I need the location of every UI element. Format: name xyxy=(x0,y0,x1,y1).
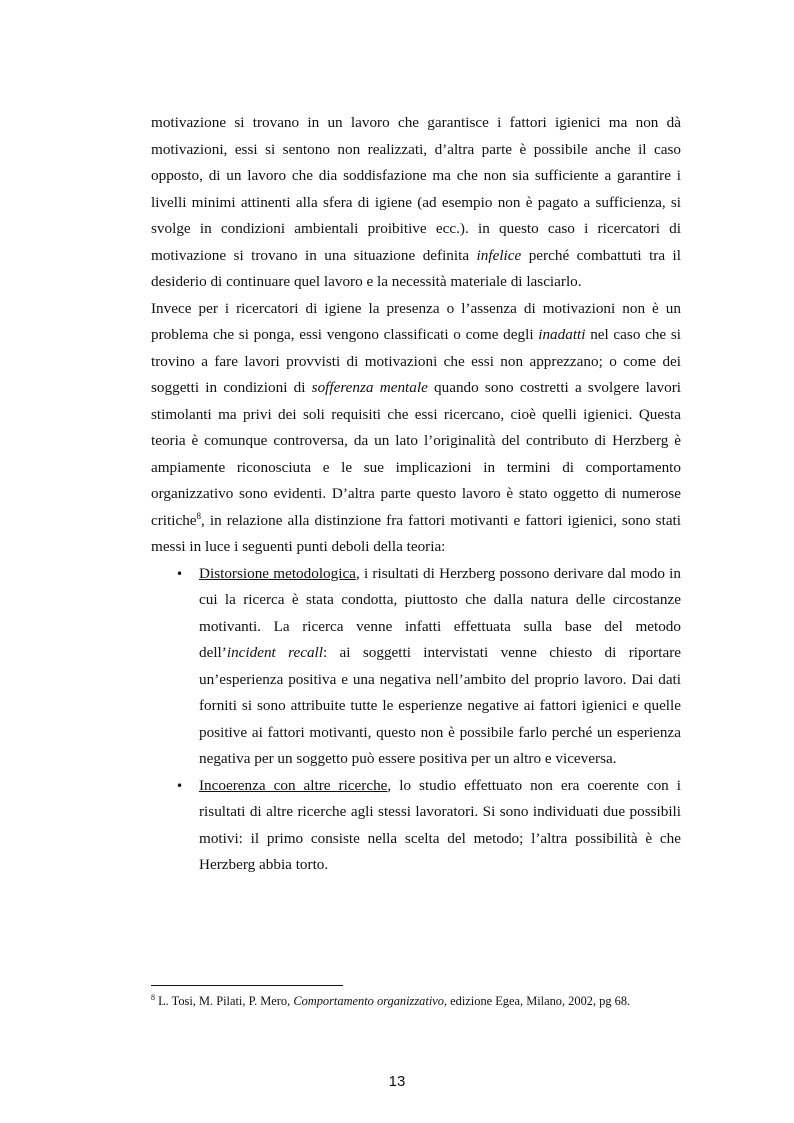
body-text xyxy=(151,110,681,879)
paragraph-2-text-b: nel caso che si trovino a fare lavori provvisti di motivazioni che essi non apprezzano; o come dei soggetti in condizioni di xyxy=(151,326,681,396)
bullet-1-text-b: : ai soggetti intervistati venne chiesto di riportare un’esperienza positiva e una negativa nell’ambito del proprio lavoro. Dai dati forniti si sono attribuite tutte le esperienze negative ai fattori igienici e quelle positive ai fattori motivanti, questo non è possibile farlo perché un esperienza negativa per un soggetto può essere positiva per un altro e viceversa. xyxy=(199,644,681,767)
bullet-marker: • xyxy=(176,778,184,793)
footnote-text-a: L. Tosi, M. Pilati, P. Mero, xyxy=(155,994,294,1008)
bullet-list xyxy=(151,561,681,879)
emphasis-incident-recall: incident recall xyxy=(226,644,323,661)
paragraph-2-text-c: quando sono costretti a svolgere lavori stimolanti ma privi dei soli requisiti che essi ricercano, cioè quelli igienici. Questa teoria è comunque controversa, da un lato l’originalità del contributo di Herzberg è ampiamente riconosciuta e le sue implicazioni in termini di comportamento organizzativo sono evidenti. D’altra parte questo lavoro è stato oggetto di numerose critiche xyxy=(151,379,681,529)
emphasis-sofferenza-mentale: sofferenza mentale xyxy=(311,379,428,396)
footnote-text-b: , edizione Egea, Milano, 2002, pg 68. xyxy=(443,994,631,1008)
footnote-book-title: Comportamento organizzativo xyxy=(293,994,444,1008)
page-number: 13 xyxy=(388,1073,406,1090)
paragraph-2 xyxy=(151,296,681,561)
paragraph-2-text-a: Invece per i ricercatori di igiene la presenza o l’assenza di motivazioni non è un problema che si ponga, essi vengono classificati o come degli xyxy=(151,299,681,343)
bullet-title-incoerenza: Incoerenza con altre ricerche xyxy=(199,776,388,794)
bullet-2-text-a: , lo studio effettuato non era coerente con i risultati di altre ricerche agli stessi lavoratori. Si sono individuati due possibili motivi: il primo consiste nella scelta del metodo; l’altra possibilità è che Herzberg abbia torto. xyxy=(199,776,681,873)
footnote-divider xyxy=(151,985,343,986)
paragraph-1-text-a: motivazione si trovano in un lavoro che garantisce i fattori igienici ma non dà motivazioni, essi si sentono non realizzati, d’altra parte è possibile anche il caso opposto, di un lavoro che dia soddisfazione ma che non sia sufficiente a garantire i livelli minimi attinenti alla sfera di igiene (ad esempio non è pagato a sufficienza, si svolge in condizioni ambientali proibitive ecc.). in questo caso i ricercatori di motivazione si trovano in una situazione definita xyxy=(151,114,681,264)
bullet-item-incoerenza xyxy=(151,773,681,879)
paragraph-1-text-b: perché combattuti tra il desiderio di continuare quel lavoro e la necessità materiale di lasciarlo. xyxy=(151,246,681,290)
footnote-reference[interactable]: 8 xyxy=(196,510,202,521)
emphasis-infelice: infelice xyxy=(476,246,522,264)
footnote-number: 8 xyxy=(151,992,155,1002)
bullet-1-text-a: , i risultati di Herzberg possono derivare dal modo in cui la ricerca è stata condotta, piuttosto che dalla natura delle circostanze motivanti. La ricerca venne infatti effettuata sulla base del metodo dell’ xyxy=(199,564,681,661)
footnote xyxy=(151,993,711,1009)
emphasis-inadatti: inadatti xyxy=(538,326,586,343)
paragraph-2-text-d: , in relazione alla distinzione fra fattori motivanti e fattori igienici, sono stati messi in luce i seguenti punti deboli della teoria: xyxy=(151,511,681,555)
bullet-item-distorsione xyxy=(151,561,681,773)
bullet-marker: • xyxy=(176,566,184,581)
paragraph-1 xyxy=(151,110,681,296)
bullet-title-distorsione: Distorsione metodologica xyxy=(199,564,356,582)
